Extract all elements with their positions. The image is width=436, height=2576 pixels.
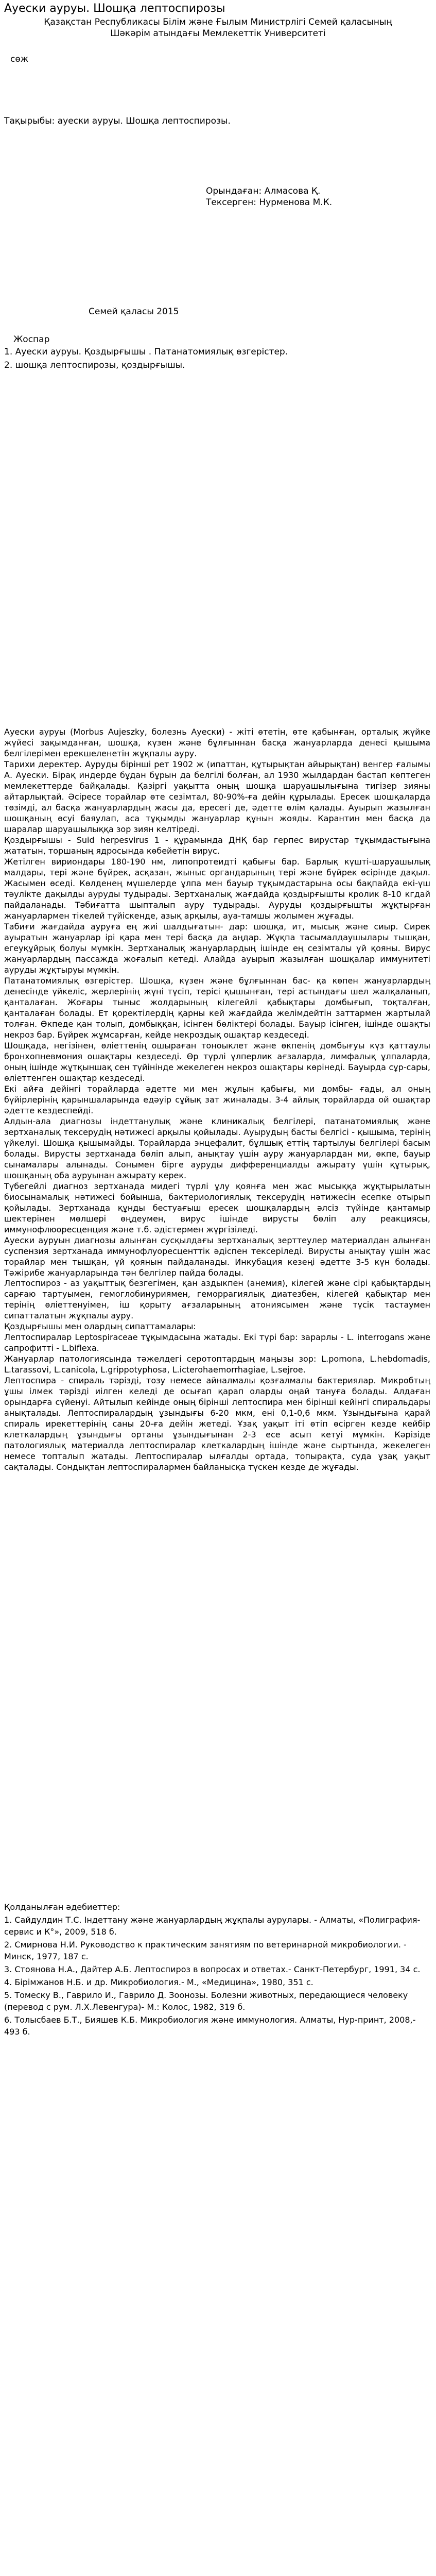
plan-item: 1. Ауески ауруы. Қоздырғышы . Патанатомиялық өзгерістер.: [4, 347, 288, 357]
plan-item: 2. шошқа лептоспирозы, қоздырғышы.: [4, 360, 185, 370]
paragraph: Лептоспироз - аз уақыттық безгегімен, қан аздыкпен (анемия), кілегей және сірі қабықтардың сарғаю тартуымен, гемоглобинуриямен, геморрагиялық диатезбен, кілегей қабықтар мен терінің өліеттенуімен, іш қорыту ағзаларының атониясымен және түсік тастаумен сипатталатын жұқпалы ауру.: [4, 1278, 430, 1320]
document-title: Ауески ауруы. Шошқа лептоспирозы: [4, 2, 225, 15]
paragraph: Жетілген вириондары 180-190 нм, липопротеидті қабығы бар. Барлық күшті-шаруашылық малдары, тері және бүйрек, асқазан, жыныс органдарының тері және бүйрек өсірінде дақыл. Жасымен өседі. Көлденең мүшелерде ұлпа мен бауыр тұқымдастарына осы бақпайда екі-үш тәулікте дақылды ауруды тудырады. Зертханалық жағдайда қоздырғышты кролик 8-10 кгдай пайдаланады. Тәбиғатта шыпталып ауру тудырады. Ауруды қоздырғышты жұқтырған жануарлармен тікелей түйіскенде, азық арқылы, ауа-тамшы жолымен жұғады.: [4, 857, 430, 921]
leptospirosis-text: [4, 1278, 430, 1472]
main-text: [4, 726, 430, 1278]
paragraph: Шошқада, негізінен, өліеттенің ошыраған тоноыклет және өкпенің домбығуы күз қаттаулы бронхопневмония ошақтары кездеседі. Өр түрлі үлперлик ағзаларда, лимфалық ұлпаларда, оның ішінде жұтқыншақ сен түйінінде жекелеген некроз ошақтары көрінеді. Бауырда сұр-сары, өліеттенген ошақтар кездеседі.: [4, 1041, 430, 1083]
paragraph: Табиғи жағдайда ауруға ең жиі шалдығатын- дар: шошқа, ит, мысық және сиыр. Сирек ауыратын жануарлар ірі қара мен тері басқа да аңдар. Жұқпа тасымалдаушылары тышқан, егеуқұйрық болуы мүмкін. Зертханалық жануарлардың ішінде ең сезімталы үй қояны. Вирус жануарлардың пассажда жоғалып кетеді. Алайда ауырып жазылған шошқалар иммунитеті ауруды жұқтыруы мүмкін.: [4, 922, 430, 975]
plan-heading: Жоспар: [13, 334, 50, 345]
work-type: сөж: [10, 54, 29, 64]
paragraph: Алдын-ала диагнозы індеттанулық және клиникалық белгілері, патанатомиялық және зертханалық тексерудің нәтижесі арқылы қойылады. Ауырудың басты белгісі - қышыма, терінің үйкелуі. Шошқа қышымайды. Торайларда энцефалит, бұлшық еттің тартылуы белгілері басым болады. Вирусты зертханада бөліп алып, анықтау үшін ауру жануарлардан ми, өкпе, бауыр сынамалары алынады. Сонымен бірге ауруды дифференциалды ажырату үшін құтырық, шошқаның оба ауруынан ажырату керек.: [4, 1116, 430, 1180]
reference-item: 6. Толысбаев Б.Т., Бияшев К.Б. Микробиология және иммунология. Алматы, Нур-принт, 2008,- 493 б.: [4, 2015, 416, 2037]
paragraph: Ауески ауруы (Morbus Aujeszkу, болезнь Ауески) - жіті өтетін, өте қабынған, орталық жүйке жүйесі зақымданған, шошқа, күзен және бұлғыннан басқа жануарларда денесі қышыма белгілерімен ерекшеленетін жұқпалы ауру.: [4, 727, 430, 758]
reference-item: 5. Томеску В., Гаврило И., Гаврило Д. Зоонозы. Болезни животных, передающиеся человеку (перевод с рум. Л.Х.Левенгура)- М.: Колос, 1982, 319 б.: [4, 1990, 408, 2012]
references-heading: Қолданылған әдебиеттер:: [4, 1902, 120, 1912]
paragraph: Түбегейлі диагноз зертханада мидегі түрлі ұлу қоянға мен жас мысыққа жұқтырылатын биосынамалық нәтижесі бойынша, бактериологиялық тексерудің нәтижесін есепке отырып қойылады. Зертханада құнды бестуағыш ересек шошқалардың әлсіз түйінде қантамыр шектерінен мөлшері өңдеумен, вирус ішінде вирусты бөліп алу реакциясы, иммунофлюоресценция және т.б. әдістермен жүргізіледі.: [4, 1181, 430, 1234]
paragraph: Патанатомиялық өзгерістер. Шошқа, күзен және бұлғыннан бас- қа көпен жануарлардың денесінде үйкеліс, жерлерінің жүні түсіп, терісі қышынған, тері астындағы шел жалқаланып, қанталаған. Жоғары тыныс жолдарының кілегейлі қабықтары домбығып, тоқталған, қанталаған болады. Ет қоректілердің қарны кей жағдайда желімдейтін заттармен жартылай толған. Өкпеде қан толып, домбыққан, ісінген бөліктері болады. Бауыр ісінген, ішінде ошақты некроз бар. Бүйрек жұмсарған, кейде некроздық ошақтар кездеседі.: [4, 976, 430, 1040]
reference-item: 4. Бірімжанов Н.Б. и др. Микробиология.- М., «Медицина», 1980, 351 с.: [4, 1977, 313, 1987]
ministry-line: Қазақстан Республикасы Білім және Ғылым Министрлігі Семей қаласының: [44, 17, 392, 27]
university-line: Шәкәрім атындағы Мемлекеттік Университеті: [110, 28, 326, 39]
paragraph: Қоздырғышы мен олардың сипаттамалары:: [4, 1321, 196, 1331]
paragraph: Лептоспира - спираль тәрізді, тозу немесе айналмалы қозғалмалы бактериялар. Микробтың ұшы ілмек тәрізді иілген келеді де осығап қарап оларды оңай тануға болады. Алдаған орындарға сүйенуі. Айтылып кейінде оның бірінші лептоспира мен бірінші кейінгі спиральдары анықталады. Лептоспиралардың ұзындығы 6-20 мкм, ені 0,1-0,6 мкм. Ұзындығына қарай спираль ирекеттерінің саны 20-ға дейін жетеді. Ұзақ уақыт іті өтіп өсірген кезде кейбір клеткалардың ұзындығы ортаны ұзындығынан 2-3 есе асып кетуі мүмкін. Кәрізіде патологиялық материалда лептоспиралар клеткалардың ішінде және сыртында, жекелеген немесе топталып жатады. Лептоспиралар ылғалды ортада, топырақта, суда ұзақ уақыт сақталады. Сондықтан лептоспиралармен байланысқа түскен кезде де жұғады.: [4, 1376, 430, 1472]
paragraph: Лептоспиралар Leptospiraceae тұқымдасына жатады. Екі түрі бар: зарарлы - L. interrogans және сапрофитті - L.biflexa.: [4, 1332, 430, 1353]
performed-by: Орындаған: Алмасова Қ.: [206, 186, 321, 196]
references: [4, 1901, 430, 2039]
paragraph: Ауески ауруын диагнозы алынған сусқылдағы зертханалық зерттеулер материалдан алынған суспензия зертханада иммунофлуоресценттік әдіспен тексеріледі. Вирусты анықтау үшін жас торайлар мен тышқан, үй қоянын пайдаланады. Инкубация кезеңі әдетте 3-5 күн болады. Тәжірибе жануарларында тән белгілер пайда болады.: [4, 1235, 430, 1278]
reference-item: 1. Сайдулдин Т.С. Індеттану және жануарлардың жұқпалы аурулары. - Алматы, «Полиграфия-сервис и К°», 2009, 518 б.: [4, 1915, 421, 1937]
paragraph: Екі айға дейінгі торайларда әдетте ми мен жұлын қабығы, ми домбы- ғады, ал оның бүйірлерінің қарыншаларында едәуір сұйық зат жиналады. 3-4 айлық торайларда ой ошақтар әдетте кездеспейді.: [4, 1084, 430, 1115]
topic-line: Тақырыбы: ауески ауруы. Шошқа лептоспирозы.: [4, 116, 231, 126]
reference-item: 2. Смирнова Н.И. Руководство к практическим занятиям по ветеринарной микробиологии. - Минск, 1977, 187 с.: [4, 1940, 407, 1961]
city-year: Семей қаласы 2015: [89, 307, 179, 317]
reference-item: 3. Стояновa Н.А., Дайтер А.Б. Лептоспироз в вопросах и ответах.- Санкт-Петербург, 1991, 34 с.: [4, 1964, 421, 1974]
paragraph: Қоздырғышы - Suid herpesvirus 1 - құрамында ДНҚ бар герпес вирустар тұқымдастығына жататын, торшаның ядросында көбейетін вирус.: [4, 835, 430, 856]
paragraph: Жануарлар патологиясында тәжелдегі серотоптардың маңызы зор: L.pomona, L.hebdomadis, L.tarassovi, L.canicola, L.grippotyphosa, L.icterohaemorrhagiae, L.sejroe.: [4, 1354, 430, 1375]
paragraph: Тарихи деректер. Ауруды бірінші рет 1902 ж (ипаттан, құтырықтан айырықтан) венгер ғалымы А. Ауески. Бірақ индерде бұдан бұрын да белгілі болған, ал 1930 жылдардан бастап көптеген мемлекеттерде байқалады. Қазіргі уақытта оның шошқа шаруашылығына тигізер зияны айтарлықтай. Әсіресе торайлар өте сезімтал, 80-90%-ға дейін құрылады. Ересек шошқаларда төзімді, ал басқа жануарлардың жасы да, ересегі де, әдетте өлім қалады. Ауырып жазылған шошқаның өсуі баяулап, аса тұқымды жануарлар құнын жояды. Карантин мен басқа да шаралар шаруашылыққа зор зиян келтіреді.: [4, 759, 430, 834]
reviewer: Тексерген: Нурменова М.К.: [206, 197, 333, 208]
